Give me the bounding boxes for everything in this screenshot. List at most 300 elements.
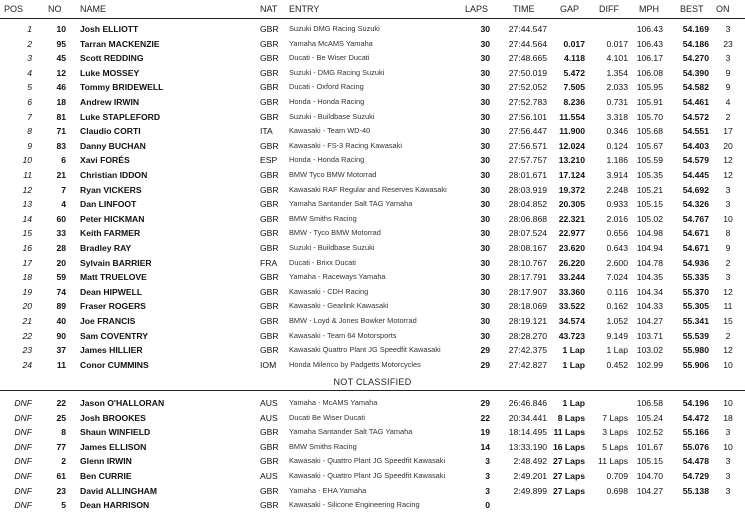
cell-best: 55.335 xyxy=(682,272,709,283)
cell-name: Scott REDDING xyxy=(80,53,144,64)
cell-nat: GBR xyxy=(260,500,279,511)
cell-time: 27:52.783 xyxy=(508,97,547,107)
table-row xyxy=(0,314,745,328)
cell-gap: 7.505 xyxy=(563,82,585,93)
cell-entry: Kawasaki - Gearlink Kawasaki xyxy=(289,301,389,311)
cell-mph: 104.94 xyxy=(636,243,663,253)
cell-time: 28:04.852 xyxy=(508,199,547,210)
cell-gap: 22.977 xyxy=(558,228,585,239)
cell-mph: 102.52 xyxy=(636,427,663,438)
not-classified-heading: NOT CLASSIFIED xyxy=(333,377,412,387)
cell-entry: BMW Smiths Racing xyxy=(289,213,357,223)
cell-no: 37 xyxy=(56,345,66,356)
cell-gap: 1 Lap xyxy=(562,345,585,356)
cell-best: 54.390 xyxy=(682,67,709,78)
header-gap: GAP xyxy=(560,4,580,14)
cell-name: Xavi FORÉS xyxy=(80,155,130,166)
cell-gap: 33.244 xyxy=(558,272,585,283)
cell-gap: 20.305 xyxy=(558,199,585,210)
cell-entry: Yamaha McAMS Yamaha xyxy=(289,38,373,48)
cell-mph: 105.15 xyxy=(636,456,663,467)
cell-mph: 104.98 xyxy=(636,228,663,239)
cell-best: 55.341 xyxy=(682,316,709,326)
header-name: NAME xyxy=(80,4,107,14)
cell-time: 28:03.919 xyxy=(508,184,547,195)
cell-no: 90 xyxy=(56,330,66,341)
cell-entry: Ducati - Brixx Ducati xyxy=(289,257,356,267)
cell-name: Danny BUCHAN xyxy=(80,140,146,151)
cell-mph: 105.91 xyxy=(636,97,663,107)
cell-no: 89 xyxy=(56,301,66,312)
cell-name: Dan LINFOOT xyxy=(80,199,137,210)
cell-diff: 2.600 xyxy=(606,257,628,268)
cell-pos: 23 xyxy=(22,345,32,356)
cell-laps: 29 xyxy=(480,398,490,408)
header-diff: DIFF xyxy=(599,4,619,14)
cell-laps: 3 xyxy=(485,456,490,467)
cell-gap: 43.723 xyxy=(558,330,585,341)
cell-mph: 106.08 xyxy=(636,67,663,78)
cell-pos: 4 xyxy=(27,67,32,78)
cell-mph: 104.35 xyxy=(636,272,663,283)
cell-laps: 30 xyxy=(480,301,490,312)
cell-diff: 5 Laps xyxy=(602,441,628,452)
cell-pos: 17 xyxy=(22,257,32,268)
cell-no: 77 xyxy=(56,441,66,452)
cell-on: 10 xyxy=(723,398,733,408)
cell-pos: 19 xyxy=(22,286,32,297)
cell-time: 27:44.564 xyxy=(508,38,547,49)
cell-mph: 106.43 xyxy=(636,38,663,49)
cell-nat: AUS xyxy=(260,398,278,408)
cell-gap: 27 Laps xyxy=(552,456,585,467)
cell-diff: 2.033 xyxy=(606,82,628,93)
cell-best: 54.403 xyxy=(682,140,709,151)
cell-best: 55.166 xyxy=(682,427,709,438)
cell-diff: 0.452 xyxy=(606,359,628,370)
cell-laps: 29 xyxy=(480,359,490,370)
cell-name: Josh BROOKES xyxy=(80,412,146,423)
cell-best: 55.076 xyxy=(682,441,709,452)
cell-diff: 0.933 xyxy=(606,199,628,210)
cell-on: 2 xyxy=(725,111,731,122)
cell-nat: GBR xyxy=(260,485,279,496)
cell-gap: 8.236 xyxy=(563,97,585,107)
cell-name: Christian IDDON xyxy=(80,170,148,180)
cell-best: 54.729 xyxy=(682,471,709,481)
table-row xyxy=(0,498,745,512)
cell-nat: GBR xyxy=(260,82,279,93)
cell-time: 28:19.121 xyxy=(508,316,547,326)
cell-pos: 3 xyxy=(27,53,32,64)
column-header xyxy=(0,2,745,16)
cell-diff: 4.101 xyxy=(606,53,628,64)
cell-name: Dean HARRISON xyxy=(80,500,150,511)
cell-name: Ben CURRIE xyxy=(80,471,132,481)
cell-on: 2 xyxy=(725,257,731,268)
cell-laps: 30 xyxy=(480,213,490,224)
cell-gap: 16 Laps xyxy=(552,441,585,452)
cell-diff: 1 Lap xyxy=(606,345,628,356)
cell-best: 55.370 xyxy=(682,286,709,297)
cell-diff: 0.346 xyxy=(606,126,628,137)
cell-laps: 30 xyxy=(480,24,490,34)
cell-on: 23 xyxy=(723,38,733,49)
cell-name: Fraser ROGERS xyxy=(80,301,146,312)
cell-diff: 2.248 xyxy=(606,184,628,195)
cell-mph: 105.21 xyxy=(636,184,663,195)
cell-no: 8 xyxy=(61,427,66,438)
cell-pos: 12 xyxy=(22,184,32,195)
cell-time: 26:46.846 xyxy=(508,398,547,408)
cell-mph: 103.02 xyxy=(636,345,663,356)
cell-no: 40 xyxy=(56,316,66,326)
cell-name: James ELLISON xyxy=(80,441,147,452)
cell-no: 28 xyxy=(56,243,66,253)
cell-gap: 0.017 xyxy=(563,38,585,49)
cell-best: 54.572 xyxy=(682,111,709,122)
cell-mph: 102.99 xyxy=(636,359,663,370)
cell-on: 15 xyxy=(723,316,733,326)
cell-laps: 22 xyxy=(480,412,490,423)
cell-nat: GBR xyxy=(260,301,279,312)
cell-gap: 1 Lap xyxy=(562,398,585,408)
cell-on: 10 xyxy=(723,359,733,370)
cell-laps: 30 xyxy=(480,243,490,253)
cell-name: James HILLIER xyxy=(80,345,143,356)
cell-mph: 106.58 xyxy=(636,398,663,408)
cell-on: 10 xyxy=(723,441,733,452)
cell-entry: Yamaha - EHA Yamaha xyxy=(289,485,367,495)
cell-time: 2:48.492 xyxy=(513,456,547,467)
cell-diff: 3 Laps xyxy=(602,427,628,438)
cell-entry: Ducati - Oxford Racing xyxy=(289,82,364,92)
cell-mph: 105.35 xyxy=(636,170,663,180)
cell-on: 3 xyxy=(725,199,731,210)
cell-best: 55.906 xyxy=(682,359,709,370)
cell-time: 28:07.524 xyxy=(508,228,547,239)
cell-no: 81 xyxy=(56,111,66,122)
cell-diff: 1.052 xyxy=(606,316,628,326)
cell-no: 4 xyxy=(61,199,66,210)
cell-no: 46 xyxy=(56,82,66,93)
cell-no: 60 xyxy=(56,213,66,224)
cell-no: 59 xyxy=(56,272,66,283)
cell-time: 27:50.019 xyxy=(508,67,547,78)
cell-time: 13:33.190 xyxy=(508,441,547,452)
cell-laps: 14 xyxy=(480,441,490,452)
cell-on: 3 xyxy=(725,427,731,438)
cell-nat: GBR xyxy=(260,184,279,195)
cell-laps: 19 xyxy=(480,427,490,438)
cell-gap: 23.620 xyxy=(558,243,585,253)
table-row xyxy=(0,183,745,197)
cell-name: Luke MOSSEY xyxy=(80,67,140,78)
cell-nat: GBR xyxy=(260,213,279,224)
cell-gap: 19.372 xyxy=(558,184,585,195)
cell-time: 28:06.868 xyxy=(508,213,547,224)
header-pos: POS xyxy=(4,4,24,14)
cell-entry: Honda - Honda Racing xyxy=(289,155,365,165)
cell-mph: 106.17 xyxy=(636,53,663,64)
cell-nat: FRA xyxy=(260,257,278,268)
cell-no: 33 xyxy=(56,228,66,239)
cell-nat: GBR xyxy=(260,170,279,180)
cell-no: 5 xyxy=(61,500,66,511)
cell-gap: 8 Laps xyxy=(557,412,585,423)
cell-pos: DNF xyxy=(14,471,32,481)
table-row xyxy=(0,454,745,468)
cell-diff: 0.709 xyxy=(606,471,628,481)
cell-best: 54.671 xyxy=(682,243,709,253)
table-row xyxy=(0,80,745,94)
cell-on: 3 xyxy=(725,485,731,496)
cell-entry: BMW - Loyd & Jones Bowker Motorrad xyxy=(289,316,417,325)
cell-pos: DNF xyxy=(14,456,32,467)
cell-best: 54.186 xyxy=(682,38,709,49)
cell-laps: 30 xyxy=(480,316,490,326)
cell-name: Conor CUMMINS xyxy=(80,359,149,370)
cell-time: 2:49.899 xyxy=(513,485,547,496)
cell-laps: 30 xyxy=(480,257,490,268)
cell-entry: Kawasaki - Team 64 Motorsports xyxy=(289,330,397,340)
cell-on: 12 xyxy=(723,170,733,180)
cell-entry: Suzuki - Buildbase Suzuki xyxy=(289,243,375,252)
cell-pos: 21 xyxy=(22,316,32,326)
cell-mph: 105.24 xyxy=(636,412,663,423)
cell-entry: Kawasaki - FS-3 Racing Kawasaki xyxy=(289,140,402,150)
cell-pos: 14 xyxy=(22,213,32,224)
cell-nat: GBR xyxy=(260,140,279,151)
cell-time: 28:28.270 xyxy=(508,330,547,341)
cell-name: Tommy BRIDEWELL xyxy=(80,82,164,93)
cell-name: Jason O'HALLORAN xyxy=(80,398,165,408)
cell-nat: GBR xyxy=(260,38,279,49)
table-row xyxy=(0,110,745,124)
cell-on: 9 xyxy=(725,243,731,253)
cell-entry: Kawasaki - CDH Racing xyxy=(289,286,369,296)
cell-diff: 9.149 xyxy=(606,330,628,341)
cell-no: 20 xyxy=(56,257,66,268)
cell-diff: 1.354 xyxy=(606,67,628,78)
cell-laps: 30 xyxy=(480,111,490,122)
cell-time: 27:44.547 xyxy=(508,24,547,34)
cell-on: 3 xyxy=(725,184,731,195)
cell-best: 54.671 xyxy=(682,228,709,239)
cell-nat: GBR xyxy=(260,24,279,34)
cell-laps: 3 xyxy=(485,485,490,496)
cell-pos: 10 xyxy=(22,155,32,166)
cell-nat: GBR xyxy=(260,199,279,210)
cell-pos: DNF xyxy=(14,412,32,423)
cell-mph: 105.67 xyxy=(636,140,663,151)
table-row xyxy=(0,226,745,240)
cell-best: 54.579 xyxy=(682,155,709,166)
cell-gap: 17.124 xyxy=(558,170,585,180)
cell-mph: 104.78 xyxy=(636,257,663,268)
cell-entry: Kawasaki - Quattro Plant JG Speedfit Kawasaki xyxy=(289,471,446,480)
table-row xyxy=(0,66,745,80)
header-mph: MPH xyxy=(639,4,659,14)
table-row xyxy=(0,358,745,372)
cell-best: 54.326 xyxy=(682,199,709,210)
cell-gap: 11.900 xyxy=(559,126,585,137)
cell-name: Bradley RAY xyxy=(80,243,132,253)
cell-entry: Ducati Be Wiser Ducati xyxy=(289,412,365,422)
cell-nat: GBR xyxy=(260,345,279,356)
cell-diff: 1.186 xyxy=(606,155,628,166)
cell-gap: 33.522 xyxy=(558,301,585,312)
cell-diff: 11 Laps xyxy=(598,456,628,467)
cell-diff: 0.124 xyxy=(606,140,628,151)
table-row xyxy=(0,256,745,270)
cell-gap: 27 Laps xyxy=(552,485,585,496)
cell-no: 21 xyxy=(56,170,66,180)
table-row xyxy=(0,299,745,313)
cell-best: 54.270 xyxy=(682,53,709,64)
table-row xyxy=(0,124,745,138)
cell-on: 9 xyxy=(725,82,731,93)
cell-on: 3 xyxy=(725,456,731,467)
cell-name: Peter HICKMAN xyxy=(80,213,145,224)
cell-on: 3 xyxy=(725,53,731,64)
cell-mph: 105.02 xyxy=(636,213,663,224)
cell-best: 54.692 xyxy=(682,184,709,195)
header-nat: NAT xyxy=(260,4,278,14)
cell-name: Matt TRUELOVE xyxy=(80,272,147,283)
cell-laps: 30 xyxy=(480,228,490,239)
table-row xyxy=(0,153,745,167)
table-row xyxy=(0,411,745,425)
cell-laps: 3 xyxy=(485,471,490,481)
cell-laps: 30 xyxy=(480,67,490,78)
cell-on: 2 xyxy=(725,330,731,341)
cell-no: 6 xyxy=(61,155,66,166)
cell-entry: Suzuki DMG Racing Suzuki xyxy=(289,24,380,33)
table-row xyxy=(0,440,745,454)
cell-time: 27:42.375 xyxy=(508,345,547,356)
header-no: NO xyxy=(48,4,62,14)
cell-gap: 11.554 xyxy=(559,111,585,122)
cell-diff: 0.731 xyxy=(606,97,628,107)
cell-time: 28:01.671 xyxy=(508,170,547,180)
cell-laps: 30 xyxy=(480,170,490,180)
cell-pos: DNF xyxy=(14,441,32,452)
cell-nat: GBR xyxy=(260,272,279,283)
cell-no: 25 xyxy=(56,412,66,423)
cell-mph: 103.71 xyxy=(636,330,663,341)
table-row xyxy=(0,241,745,255)
table-row xyxy=(0,285,745,299)
cell-time: 27:56.447 xyxy=(508,126,547,137)
header-entry: ENTRY xyxy=(289,4,320,14)
cell-gap: 34.574 xyxy=(558,316,585,326)
cell-entry: Kawasaki - Quattro Plant JG Speedfit Kawasaki xyxy=(289,456,446,466)
cell-diff: 0.656 xyxy=(606,228,628,239)
cell-name: Keith FARMER xyxy=(80,228,141,239)
cell-name: Sylvain BARRIER xyxy=(80,257,152,268)
cell-on: 10 xyxy=(723,213,733,224)
cell-best: 55.539 xyxy=(682,330,709,341)
cell-diff: 0.162 xyxy=(606,301,628,312)
cell-gap: 27 Laps xyxy=(552,471,585,481)
cell-gap: 26.220 xyxy=(558,257,585,268)
cell-gap: 22.321 xyxy=(558,213,585,224)
cell-pos: 18 xyxy=(22,272,32,283)
cell-pos: DNF xyxy=(14,500,32,511)
cell-laps: 30 xyxy=(480,38,490,49)
table-row xyxy=(0,469,745,483)
cell-pos: 11 xyxy=(23,170,32,180)
cell-no: 7 xyxy=(61,184,66,195)
cell-best: 55.305 xyxy=(682,301,709,312)
cell-name: Claudio CORTI xyxy=(80,126,141,137)
cell-name: Ryan VICKERS xyxy=(80,184,142,195)
cell-diff: 3.914 xyxy=(606,170,628,180)
cell-on: 9 xyxy=(725,67,731,78)
cell-no: 22 xyxy=(56,398,66,408)
cell-nat: ITA xyxy=(260,126,273,137)
cell-best: 54.196 xyxy=(682,398,709,408)
cell-no: 74 xyxy=(56,286,66,297)
cell-time: 27:52.052 xyxy=(508,82,547,93)
cell-on: 3 xyxy=(725,471,731,481)
cell-pos: 7 xyxy=(27,111,32,122)
cell-best: 54.936 xyxy=(682,257,709,268)
cell-laps: 30 xyxy=(480,184,490,195)
cell-entry: Yamaha Santander Salt TAG Yamaha xyxy=(289,199,413,209)
cell-gap: 1 Lap xyxy=(562,359,585,370)
table-row xyxy=(0,22,745,36)
cell-best: 54.445 xyxy=(682,170,709,180)
cell-name: Tarran MACKENZIE xyxy=(80,38,160,49)
table-row xyxy=(0,396,745,410)
cell-pos: DNF xyxy=(14,485,32,496)
cell-time: 27:56.571 xyxy=(508,140,547,151)
cell-pos: 22 xyxy=(22,330,32,341)
cell-pos: 13 xyxy=(22,199,32,210)
cell-no: 11 xyxy=(56,359,66,370)
cell-gap: 5.472 xyxy=(563,67,585,78)
cell-entry: Yamaha - Raceways Yamaha xyxy=(289,272,386,282)
cell-laps: 30 xyxy=(480,82,490,93)
cell-on: 17 xyxy=(723,126,733,137)
cell-no: 10 xyxy=(56,24,66,34)
table-row xyxy=(0,197,745,211)
cell-mph: 106.43 xyxy=(636,24,663,34)
cell-time: 18:14.495 xyxy=(508,427,547,438)
cell-pos: DNF xyxy=(14,427,32,438)
cell-pos: 24 xyxy=(22,359,32,370)
header-best: BEST xyxy=(680,4,704,14)
cell-pos: 20 xyxy=(22,301,32,312)
cell-nat: GBR xyxy=(260,53,279,64)
cell-mph: 105.95 xyxy=(636,82,663,93)
cell-laps: 30 xyxy=(480,330,490,341)
cell-diff: 0.643 xyxy=(606,243,628,253)
cell-name: Glenn IRWIN xyxy=(80,456,132,467)
cell-no: 12 xyxy=(56,67,66,78)
table-row xyxy=(0,329,745,343)
cell-time: 28:17.907 xyxy=(508,286,547,297)
cell-entry: Kawasaki - Team WD-40 xyxy=(289,126,371,136)
cell-nat: GBR xyxy=(260,330,279,341)
cell-diff: 0.116 xyxy=(607,286,628,297)
cell-on: 4 xyxy=(725,97,731,107)
cell-best: 55.980 xyxy=(682,345,709,356)
table-row xyxy=(0,139,745,153)
cell-laps: 30 xyxy=(480,199,490,210)
